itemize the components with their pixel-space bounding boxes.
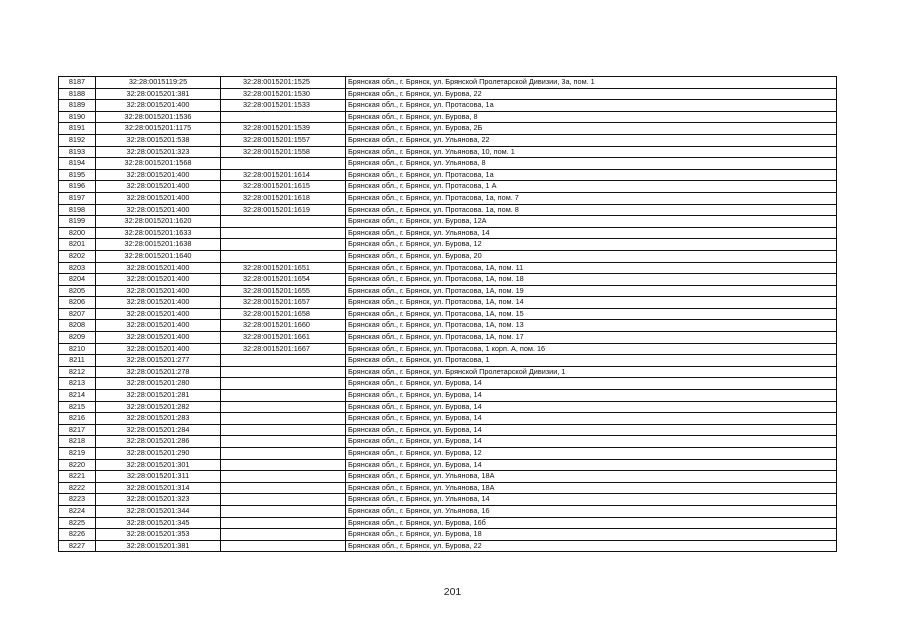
- premises-number-cell: [221, 505, 346, 517]
- table-row: [59, 285, 837, 297]
- table-row: [59, 459, 837, 471]
- row-number-cell: 8223: [59, 494, 96, 506]
- row-number-cell: 8220: [59, 459, 96, 471]
- address-cell: Брянская обл., г. Брянск, ул. Протасова, 1 А: [346, 181, 837, 193]
- cadastral-number-cell: 32:28:0015119:25: [96, 77, 221, 89]
- premises-number-cell: 32:28:0015201:1615: [221, 181, 346, 193]
- premises-number-cell: 32:28:0015201:1667: [221, 343, 346, 355]
- table-row: [59, 505, 837, 517]
- address-cell: Брянская обл., г. Брянск, ул. Ульянова, 8: [346, 158, 837, 170]
- table-row: [59, 297, 837, 309]
- premises-number-cell: 32:28:0015201:1661: [221, 332, 346, 344]
- address-cell: Брянская обл., г. Брянск, ул. Ульянова, 16: [346, 505, 837, 517]
- address-cell: Брянская обл., г. Брянск, ул. Ульянова, 18А: [346, 471, 837, 483]
- table-row: [59, 343, 837, 355]
- address-cell: Брянская обл., г. Брянск, ул. Протасова, 1А, пом. 19: [346, 285, 837, 297]
- address-cell: Брянская обл., г. Брянск, ул. Бурова, 8: [346, 111, 837, 123]
- cadastral-number-cell: 32:28:0015201:353: [96, 529, 221, 541]
- cadastral-number-cell: 32:28:0015201:323: [96, 146, 221, 158]
- table-row: [59, 169, 837, 181]
- row-number-cell: 8207: [59, 308, 96, 320]
- address-cell: Брянская обл., г. Брянск, ул. Протасова, 1А, пом. 15: [346, 308, 837, 320]
- row-number-cell: 8215: [59, 401, 96, 413]
- table-row: [59, 88, 837, 100]
- premises-number-cell: 32:28:0015201:1654: [221, 274, 346, 286]
- address-cell: Брянская обл., г. Брянск, ул. Бурова, 14: [346, 401, 837, 413]
- table-row: [59, 494, 837, 506]
- cadastral-number-cell: 32:28:0015201:381: [96, 540, 221, 552]
- table-row: [59, 378, 837, 390]
- table-row: [59, 134, 837, 146]
- address-cell: Брянская обл., г. Брянск, ул. Бурова, 12: [346, 239, 837, 251]
- row-number-cell: 8197: [59, 192, 96, 204]
- table-row: [59, 390, 837, 402]
- address-cell: Брянская обл., г. Брянск, ул. Протасова. 1а, пом. 8: [346, 204, 837, 216]
- table-row: [59, 413, 837, 425]
- cadastral-number-cell: 32:28:0015201:278: [96, 366, 221, 378]
- premises-number-cell: 32:28:0015201:1530: [221, 88, 346, 100]
- address-cell: Брянская обл., г. Брянск, ул. Бурова, 18: [346, 529, 837, 541]
- premises-number-cell: [221, 517, 346, 529]
- premises-number-cell: 32:28:0015201:1533: [221, 100, 346, 112]
- table-row: [59, 448, 837, 460]
- cadastral-number-cell: 32:28:0015201:1640: [96, 250, 221, 262]
- cadastral-number-cell: 32:28:0015201:1638: [96, 239, 221, 251]
- cadastral-number-cell: 32:28:0015201:286: [96, 436, 221, 448]
- address-cell: Брянская обл., г. Брянск, ул. Бурова, 14: [346, 378, 837, 390]
- cadastral-number-cell: 32:28:0015201:311: [96, 471, 221, 483]
- table-row: [59, 320, 837, 332]
- premises-number-cell: [221, 239, 346, 251]
- premises-number-cell: [221, 401, 346, 413]
- cadastral-number-cell: 32:28:0015201:400: [96, 343, 221, 355]
- table-row: [59, 274, 837, 286]
- table-row: [59, 436, 837, 448]
- premises-number-cell: [221, 448, 346, 460]
- premises-number-cell: 32:28:0015201:1655: [221, 285, 346, 297]
- cadastral-number-cell: 32:28:0015201:281: [96, 390, 221, 402]
- premises-number-cell: [221, 459, 346, 471]
- premises-number-cell: 32:28:0015201:1657: [221, 297, 346, 309]
- row-number-cell: 8219: [59, 448, 96, 460]
- table-row: [59, 262, 837, 274]
- premises-number-cell: [221, 366, 346, 378]
- table-row: [59, 482, 837, 494]
- cadastral-number-cell: 32:28:0015201:400: [96, 192, 221, 204]
- cadastral-number-cell: 32:28:0015201:400: [96, 332, 221, 344]
- premises-number-cell: 32:28:0015201:1618: [221, 192, 346, 204]
- address-cell: Брянская обл., г. Брянск, ул. Протасова, 1А, пом. 18: [346, 274, 837, 286]
- address-cell: Брянская обл., г. Брянск, ул. Бурова, 2Б: [346, 123, 837, 135]
- table-row: [59, 471, 837, 483]
- address-cell: Брянская обл., г. Брянск, ул. Ульянова, 10, пом. 1: [346, 146, 837, 158]
- row-number-cell: 8217: [59, 424, 96, 436]
- cadastral-number-cell: 32:28:0015201:538: [96, 134, 221, 146]
- address-cell: Брянская обл., г. Брянск, ул. Протасова, 1а, пом. 7: [346, 192, 837, 204]
- premises-number-cell: [221, 471, 346, 483]
- table-row: [59, 77, 837, 89]
- premises-number-cell: 32:28:0015201:1558: [221, 146, 346, 158]
- table-row: [59, 540, 837, 552]
- row-number-cell: 8200: [59, 227, 96, 239]
- premises-number-cell: [221, 158, 346, 170]
- row-number-cell: 8203: [59, 262, 96, 274]
- cadastral-number-cell: 32:28:0015201:400: [96, 204, 221, 216]
- row-number-cell: 8210: [59, 343, 96, 355]
- row-number-cell: 8212: [59, 366, 96, 378]
- row-number-cell: 8216: [59, 413, 96, 425]
- cadastral-number-cell: 32:28:0015201:283: [96, 413, 221, 425]
- cadastral-number-cell: 32:28:0015201:1633: [96, 227, 221, 239]
- table-row: [59, 308, 837, 320]
- row-number-cell: 8196: [59, 181, 96, 193]
- address-cell: Брянская обл., г. Брянск, ул. Бурова, 16б: [346, 517, 837, 529]
- premises-number-cell: 32:28:0015201:1557: [221, 134, 346, 146]
- table-row: [59, 239, 837, 251]
- table-row: [59, 123, 837, 135]
- premises-number-cell: [221, 390, 346, 402]
- row-number-cell: 8214: [59, 390, 96, 402]
- address-cell: Брянская обл., г. Брянск, ул. Протасова, 1а: [346, 169, 837, 181]
- premises-number-cell: [221, 413, 346, 425]
- address-cell: Брянская обл., г. Брянск, ул. Бурова, 22: [346, 540, 837, 552]
- address-cell: Брянская обл., г. Брянск, ул. Протасова, 1а: [346, 100, 837, 112]
- cadastral-number-cell: 32:28:0015201:400: [96, 169, 221, 181]
- address-cell: Брянская обл., г. Брянск, ул. Бурова, 14: [346, 413, 837, 425]
- address-cell: Брянская обл., г. Брянск, ул. Бурова, 14: [346, 436, 837, 448]
- address-cell: Брянская обл., г. Брянск, ул. Бурова, 14: [346, 424, 837, 436]
- row-number-cell: 8202: [59, 250, 96, 262]
- cadastral-number-cell: 32:28:0015201:1175: [96, 123, 221, 135]
- row-number-cell: 8211: [59, 355, 96, 367]
- table-row: [59, 366, 837, 378]
- table-row: [59, 424, 837, 436]
- premises-number-cell: [221, 216, 346, 228]
- address-cell: Брянская обл., г. Брянск, ул. Бурова, 14: [346, 390, 837, 402]
- registry-table-body: [59, 77, 837, 552]
- address-cell: Брянская обл., г. Брянск, ул. Бурова, 14: [346, 459, 837, 471]
- premises-number-cell: [221, 355, 346, 367]
- table-row: [59, 355, 837, 367]
- premises-number-cell: [221, 529, 346, 541]
- address-cell: Брянская обл., г. Брянск, ул. Протасова, 1А, пом. 14: [346, 297, 837, 309]
- cadastral-number-cell: 32:28:0015201:381: [96, 88, 221, 100]
- cadastral-number-cell: 32:28:0015201:323: [96, 494, 221, 506]
- row-number-cell: 8195: [59, 169, 96, 181]
- address-cell: Брянская обл., г. Брянск, ул. Бурова, 20: [346, 250, 837, 262]
- table-row: [59, 181, 837, 193]
- row-number-cell: 8205: [59, 285, 96, 297]
- table-row: [59, 158, 837, 170]
- premises-number-cell: [221, 436, 346, 448]
- premises-number-cell: 32:28:0015201:1658: [221, 308, 346, 320]
- table-row: [59, 227, 837, 239]
- table-row: [59, 100, 837, 112]
- table-row: [59, 517, 837, 529]
- row-number-cell: 8188: [59, 88, 96, 100]
- address-cell: Брянская обл., г. Брянск, ул. Ульянова, 14: [346, 494, 837, 506]
- table-row: [59, 216, 837, 228]
- row-number-cell: 8225: [59, 517, 96, 529]
- premises-number-cell: 32:28:0015201:1660: [221, 320, 346, 332]
- registry-table: [58, 76, 837, 552]
- row-number-cell: 8218: [59, 436, 96, 448]
- cadastral-number-cell: 32:28:0015201:301: [96, 459, 221, 471]
- row-number-cell: 8198: [59, 204, 96, 216]
- row-number-cell: 8204: [59, 274, 96, 286]
- cadastral-number-cell: 32:28:0015201:345: [96, 517, 221, 529]
- row-number-cell: 8201: [59, 239, 96, 251]
- cadastral-number-cell: 32:28:0015201:1536: [96, 111, 221, 123]
- row-number-cell: 8226: [59, 529, 96, 541]
- premises-number-cell: 32:28:0015201:1651: [221, 262, 346, 274]
- row-number-cell: 8209: [59, 332, 96, 344]
- cadastral-number-cell: 32:28:0015201:280: [96, 378, 221, 390]
- table-row: [59, 204, 837, 216]
- row-number-cell: 8208: [59, 320, 96, 332]
- row-number-cell: 8206: [59, 297, 96, 309]
- cadastral-number-cell: 32:28:0015201:400: [96, 262, 221, 274]
- table-row: [59, 146, 837, 158]
- premises-number-cell: 32:28:0015201:1614: [221, 169, 346, 181]
- table-row: [59, 401, 837, 413]
- cadastral-number-cell: 32:28:0015201:400: [96, 181, 221, 193]
- premises-number-cell: [221, 540, 346, 552]
- address-cell: Брянская обл., г. Брянск, ул. Бурова, 12А: [346, 216, 837, 228]
- premises-number-cell: [221, 378, 346, 390]
- address-cell: Брянская обл., г. Брянск, ул. Ульянова, 22: [346, 134, 837, 146]
- table-row: [59, 332, 837, 344]
- address-cell: Брянская обл., г. Брянск, ул. Бурова, 12: [346, 448, 837, 460]
- address-cell: Брянская обл., г. Брянск, ул. Ульянова, 18А: [346, 482, 837, 494]
- premises-number-cell: [221, 227, 346, 239]
- address-cell: Брянская обл., г. Брянск, ул. Брянской Пролетарской Дивизии, 1: [346, 366, 837, 378]
- row-number-cell: 8193: [59, 146, 96, 158]
- cadastral-number-cell: 32:28:0015201:400: [96, 285, 221, 297]
- cadastral-number-cell: 32:28:0015201:400: [96, 308, 221, 320]
- row-number-cell: 8190: [59, 111, 96, 123]
- address-cell: Брянская обл., г. Брянск, ул. Протасова, 1 корп. А, пом. 16: [346, 343, 837, 355]
- row-number-cell: 8189: [59, 100, 96, 112]
- premises-number-cell: [221, 111, 346, 123]
- address-cell: Брянская обл., г. Брянск, ул. Протасова, 1А, пом. 11: [346, 262, 837, 274]
- table-row: [59, 529, 837, 541]
- row-number-cell: 8192: [59, 134, 96, 146]
- address-cell: Брянская обл., г. Брянск, ул. Протасова, 1А, пом. 17: [346, 332, 837, 344]
- cadastral-number-cell: 32:28:0015201:314: [96, 482, 221, 494]
- cadastral-number-cell: 32:28:0015201:400: [96, 100, 221, 112]
- cadastral-number-cell: 32:28:0015201:284: [96, 424, 221, 436]
- cadastral-number-cell: 32:28:0015201:290: [96, 448, 221, 460]
- cadastral-number-cell: 32:28:0015201:344: [96, 505, 221, 517]
- address-cell: Брянская обл., г. Брянск, ул. Протасова, 1А, пом. 13: [346, 320, 837, 332]
- premises-number-cell: [221, 424, 346, 436]
- table-row: [59, 111, 837, 123]
- cadastral-number-cell: 32:28:0015201:277: [96, 355, 221, 367]
- address-cell: Брянская обл., г. Брянск, ул. Ульянова, 14: [346, 227, 837, 239]
- premises-number-cell: [221, 250, 346, 262]
- row-number-cell: 8194: [59, 158, 96, 170]
- premises-number-cell: 32:28:0015201:1525: [221, 77, 346, 89]
- cadastral-number-cell: 32:28:0015201:1568: [96, 158, 221, 170]
- address-cell: Брянская обл., г. Брянск, ул. Протасова, 1: [346, 355, 837, 367]
- cadastral-number-cell: 32:28:0015201:400: [96, 274, 221, 286]
- row-number-cell: 8221: [59, 471, 96, 483]
- table-row: [59, 192, 837, 204]
- address-cell: Брянская обл., г. Брянск, ул. Брянской Пролетарской Дивизии, 3а, пом. 1: [346, 77, 837, 89]
- row-number-cell: 8187: [59, 77, 96, 89]
- cadastral-number-cell: 32:28:0015201:400: [96, 297, 221, 309]
- page-number: 201: [443, 586, 462, 598]
- cadastral-number-cell: 32:28:0015201:400: [96, 320, 221, 332]
- row-number-cell: 8213: [59, 378, 96, 390]
- premises-number-cell: 32:28:0015201:1619: [221, 204, 346, 216]
- row-number-cell: 8199: [59, 216, 96, 228]
- row-number-cell: 8227: [59, 540, 96, 552]
- premises-number-cell: [221, 494, 346, 506]
- row-number-cell: 8191: [59, 123, 96, 135]
- premises-number-cell: 32:28:0015201:1539: [221, 123, 346, 135]
- cadastral-number-cell: 32:28:0015201:282: [96, 401, 221, 413]
- cadastral-number-cell: 32:28:0015201:1620: [96, 216, 221, 228]
- address-cell: Брянская обл., г. Брянск, ул. Бурова, 22: [346, 88, 837, 100]
- premises-number-cell: [221, 482, 346, 494]
- table-row: [59, 250, 837, 262]
- row-number-cell: 8222: [59, 482, 96, 494]
- row-number-cell: 8224: [59, 505, 96, 517]
